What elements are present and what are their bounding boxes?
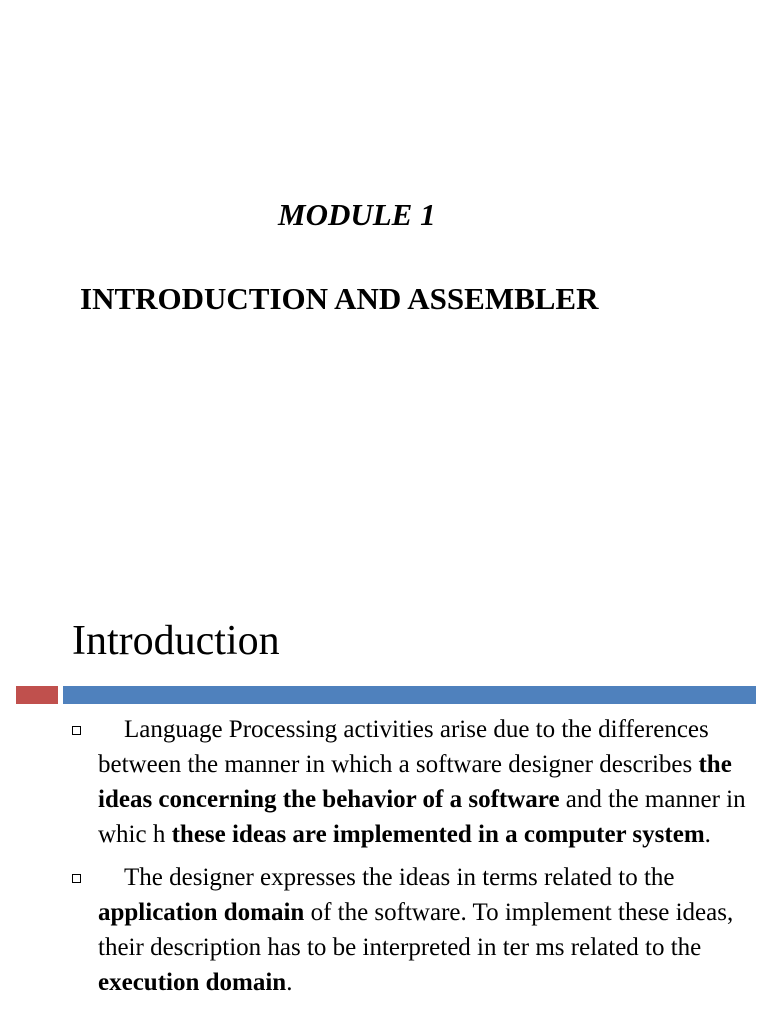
- bullet-text-bold-segment: these ideas are implemented in a computer system: [171, 821, 705, 848]
- module-title: INTRODUCTION AND ASSEMBLER: [80, 281, 599, 316]
- slide-heading: Introduction: [72, 618, 280, 664]
- square-bullet-icon: [72, 726, 81, 735]
- bullet-text-segment: .: [286, 969, 293, 996]
- bullet-text-bold-segment: the ideas concerning the behavior of a software: [98, 751, 732, 813]
- bullet-list: [0, 712, 768, 1008]
- accent-bar-right: [63, 686, 756, 704]
- bullet-item: [0, 712, 753, 852]
- module-label: MODULE 1: [278, 197, 436, 232]
- bullet-text-segment: of the software. To implement these ideas, their description has to be interpreted in ter ms related to the: [98, 899, 734, 961]
- bullet-text-segment: and the manner in whic h: [98, 786, 746, 848]
- bullet-text-segment: Language Processing activities arise due to the differences between the manner in which a software designer describes: [98, 716, 709, 778]
- accent-bar-left: [16, 686, 58, 704]
- bullet-text-segment: .: [704, 821, 711, 848]
- bullet-text-bold-segment: application domain: [98, 899, 305, 926]
- bullet-text-segment: The designer expresses the ideas in terms related to the: [124, 864, 675, 891]
- bullet-text-bold-segment: execution domain: [98, 969, 287, 996]
- bullet-item: [0, 860, 753, 1000]
- square-bullet-icon: [72, 874, 81, 883]
